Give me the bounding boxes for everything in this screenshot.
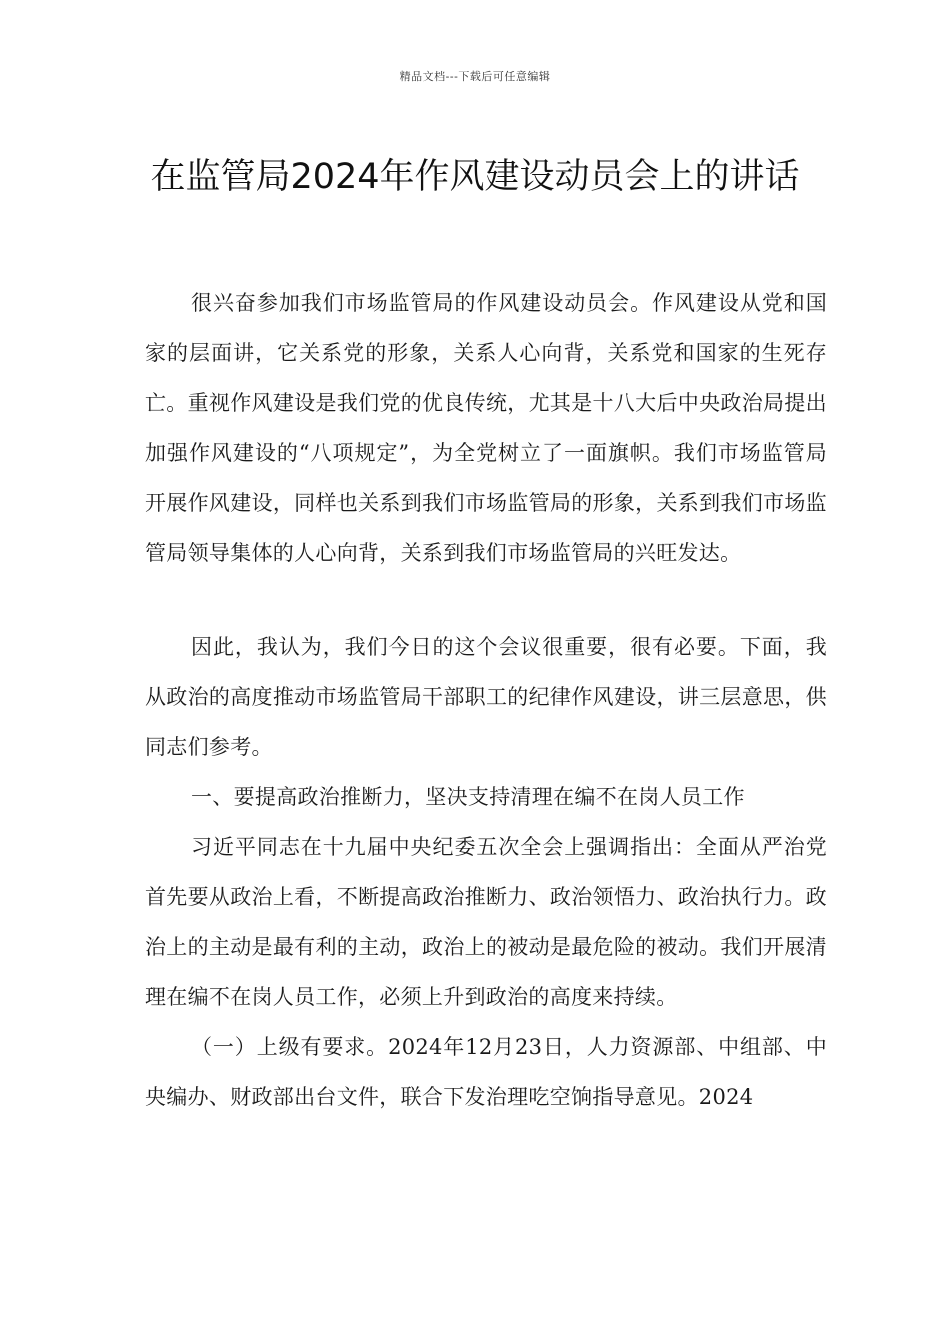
paragraph-importance: 因此，我认为，我们今日的这个会议很重要，很有必要。下面，我从政治的高度推动市场监管局干部职工的纪律作风建设，讲三层意思，供同志们参考。: [145, 635, 827, 759]
header-note: 精品文档---下载后可任意编辑: [399, 70, 551, 83]
document-body: [145, 278, 827, 1122]
section-heading-1: 一、要提高政治推断力，坚决支持清理在编不在岗人员工作: [191, 785, 745, 809]
paragraph-subsection-1: （一）上级有要求。2024年12月23日，人力资源部、中组部、中央编办、财政部出台文件，联合下发治理吃空饷指导意见。2024: [145, 1035, 827, 1109]
paragraph-xi-quote: 习近平同志在十九届中央纪委五次全会上强调指出：全面从严治党首先要从政治上看，不断提高政治推断力、政治领悟力、政治执行力。政治上的主动是最有利的主动，政治上的被动是最危险的被动。我们开展清理在编不在岗人员工作，必须上升到政治的高度来持续。: [145, 835, 827, 1009]
paragraph-intro: 很兴奋参加我们市场监管局的作风建设动员会。作风建设从党和国家的层面讲，它关系党的形象，关系人心向背，关系党和国家的生死存亡。重视作风建设是我们党的优良传统，尤其是十八大后中央政治局提出加强作风建设的“八项规定”，为全党树立了一面旗帜。我们市场监管局开展作风建设，同样也关系到我们市场监管局的形象，关系到我们市场监管局领导集体的人心向背，关系到我们市场监管局的兴旺发达。: [145, 291, 827, 565]
document-title: 在监管局2024年作风建设动员会上的讲话: [150, 157, 800, 198]
